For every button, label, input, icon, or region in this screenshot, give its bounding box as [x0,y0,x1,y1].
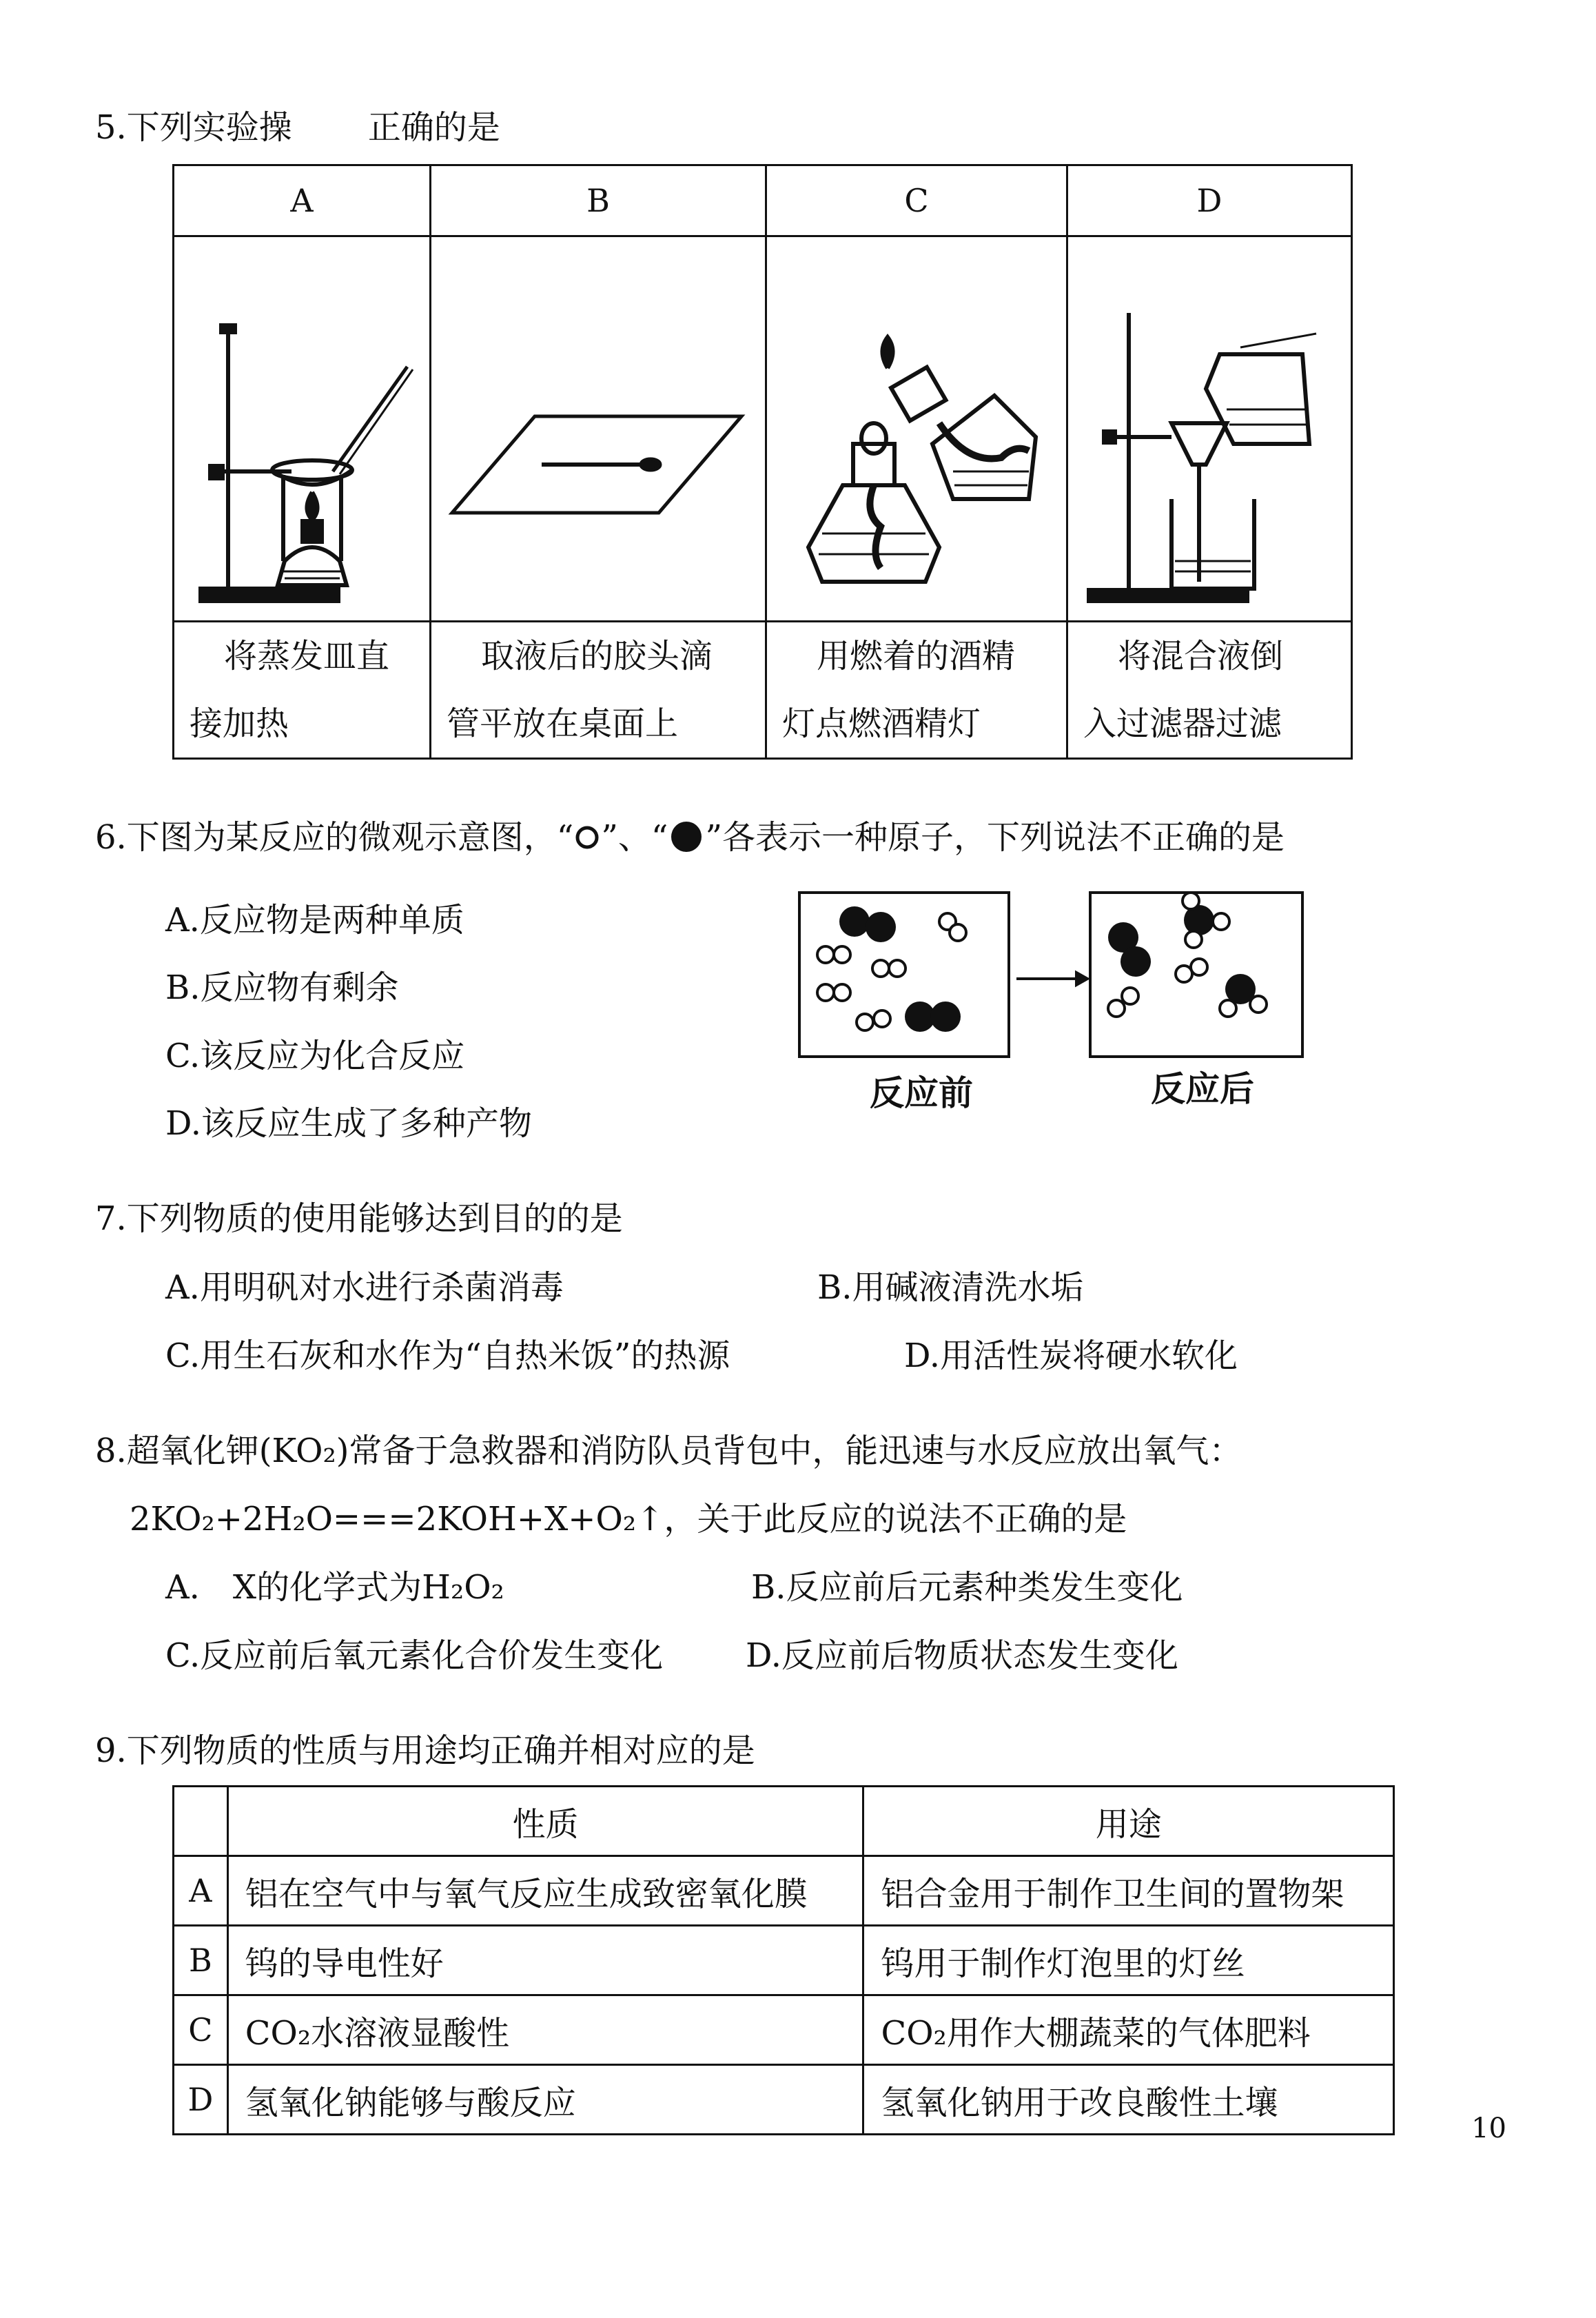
q9-row-property: CO₂水溶液显酸性 [227,1995,863,2065]
q9-row-use: 钨用于制作灯泡里的灯丝 [863,1926,1394,1995]
hollow-atom-icon [573,822,601,853]
q9-header-property: 性质 [227,1787,863,1856]
q5-col-d-caption: 将混合液倒 入过滤器过滤 [1067,622,1352,759]
q7-option-c: C.用生石灰和水作为“自热米饭”的热源 [165,1336,730,1375]
table-row [174,1926,1394,1995]
q9-row-label: A [174,1856,228,1926]
filtration-setup-icon [1068,237,1351,620]
q9-row-use: CO₂用作大棚蔬菜的气体肥料 [863,1995,1394,2065]
q5-col-d-label: D [1067,165,1352,236]
q7-stem: 7.下列物质的使用能够达到目的的是 [95,1199,623,1238]
dropper-on-table-icon [431,237,765,620]
q6-option-d: D.该反应生成了多种产物 [165,1104,533,1143]
q9-row-label: B [174,1926,228,1995]
q9-row-property: 铝在空气中与氧气反应生成致密氧化膜 [227,1856,863,1926]
q9-header-use: 用途 [863,1787,1394,1856]
q5-col-a-caption: 将蒸发皿直 接加热 [174,622,431,759]
q8-option-a: A. X的化学式为H₂O₂ [165,1568,504,1607]
reaction-before-label: 反应前 [870,1073,973,1113]
q6-reaction-diagram [792,886,1316,1120]
table-row [174,2065,1394,2135]
q5-stem: 5.下列实验操 正确的是 [95,108,500,147]
table-row [174,1856,1394,1926]
table-row [174,1995,1394,2065]
q6-option-b: B.反应物有剩余 [165,968,399,1007]
q5-table [172,164,1353,760]
q9-row-label: D [174,2065,228,2135]
q7-option-d: D.用活性炭将硬水软化 [904,1336,1238,1375]
q8-option-b: B.反应前后元素种类发生变化 [751,1568,1183,1607]
q7-option-b: B.用碱液清洗水垢 [817,1268,1084,1307]
q9-row-property: 氢氧化钠能够与酸反应 [227,2065,863,2135]
solid-atom-icon [668,820,705,854]
q5-col-c-picture [766,236,1067,622]
q5-col-c-caption: 用燃着的酒精 灯点燃酒精灯 [766,622,1067,759]
q9-row-use: 氢氧化钠用于改良酸性土壤 [863,2065,1394,2135]
q5-col-b-caption: 取液后的胶头滴 管平放在桌面上 [431,622,766,759]
alcohol-lamps-icon [767,237,1066,620]
q9-row-label: C [174,1995,228,2065]
q5-col-b-label: B [431,165,766,236]
q5-col-a-label: A [174,165,431,236]
q5-col-b-picture [431,236,766,622]
q8-option-d: D.反应前后物质状态发生变化 [746,1636,1179,1675]
q9-row-use: 铝合金用于制作卫生间的置物架 [863,1856,1394,1926]
q5-col-a-picture [174,236,431,622]
q9-header-blank [174,1787,228,1856]
page-number: 10 [1471,2113,1506,2144]
q9-table [172,1785,1395,2135]
q7-option-a: A.用明矾对水进行杀菌消毒 [165,1268,564,1307]
q6-stem: 6.下图为某反应的微观示意图，“ ”、“ ”各表示一种原子，下列说法不正确的是 [95,818,1285,857]
q9-stem: 9.下列物质的性质与用途均正确并相对应的是 [95,1731,755,1770]
q6-option-a: A.反应物是两种单质 [165,901,464,939]
q8-option-c: C.反应前后氧元素化合价发生变化 [165,1636,664,1675]
q6-option-c: C.该反应为化合反应 [165,1037,465,1075]
q9-row-property: 钨的导电性好 [227,1926,863,1995]
q5-col-c-label: C [766,165,1067,236]
q5-col-d-picture [1067,236,1352,622]
q8-stem: 8.超氧化钾(KO₂)常备于急救器和消防队员背包中，能迅速与水反应放出氧气： [95,1432,1242,1470]
q8-equation: 2KO₂+2H₂O===2KOH+X+O₂↑，关于此反应的说法不正确的是 [130,1500,1127,1538]
reaction-after-label: 反应后 [1151,1069,1254,1109]
evaporating-dish-setup-icon [174,237,429,620]
